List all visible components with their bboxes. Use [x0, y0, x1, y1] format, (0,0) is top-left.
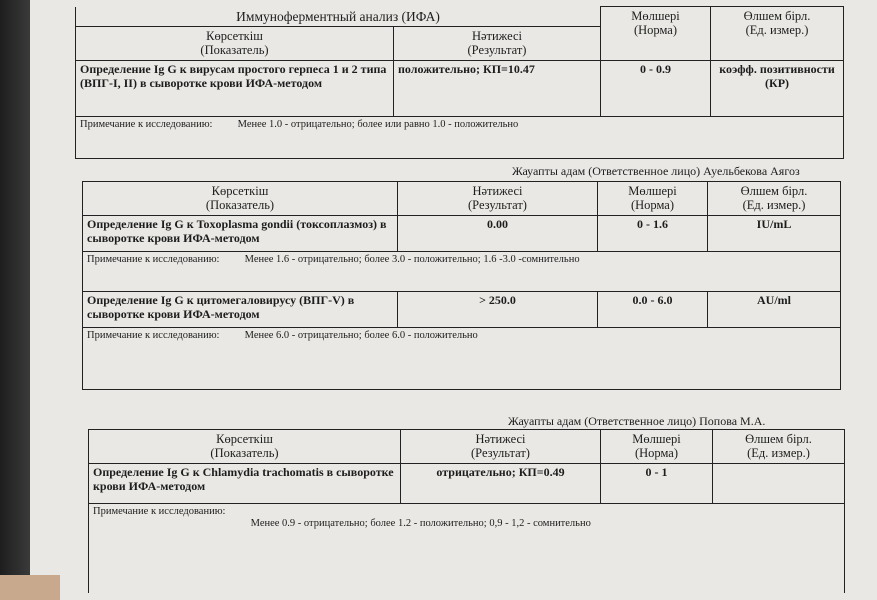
test-name: Определение Ig G к Chlamydia trachomatis в сыворотке крови ИФА-методом: [89, 463, 401, 503]
note-text: Менее 1.6 - отрицательно; более 3.0 - положительно; 1.6 -3.0 -сомнительно: [244, 253, 580, 265]
note-row: [83, 327, 841, 389]
note-label: Примечание к исследованию:: [87, 329, 220, 341]
test-norm: 0.0 - 6.0: [598, 291, 708, 327]
header-indicator: Көрсеткіш (Показатель): [83, 182, 398, 216]
header-unit: Өлшем бірл. (Ед. измер.): [708, 182, 841, 216]
test-result: положительно; КП=10.47: [394, 60, 601, 116]
table-section-2: [82, 181, 841, 390]
test-unit: [713, 463, 845, 503]
header-indicator: Көрсеткіш (Показатель): [89, 430, 401, 464]
background-edge: [0, 0, 30, 600]
note-text: Менее 1.0 - отрицательно; более или равно 1.0 - положительно: [237, 118, 519, 130]
table-section-3: [88, 429, 845, 593]
responsible-person: Жауапты адам (Ответственное лицо) Попова М.А.: [508, 414, 766, 428]
header-result: Нәтижесі (Результат): [398, 182, 598, 216]
header-result: Нәтижесі (Результат): [394, 27, 601, 61]
note-row: [89, 503, 845, 593]
header-unit: Өлшем бірл. (Ед. измер.): [711, 7, 844, 61]
test-name: Определение Ig G к цитомегаловирусу (ВПГ-V) в сыворотке крови ИФА-методом: [83, 291, 398, 327]
header-norm: Мөлшері (Норма): [601, 7, 711, 61]
test-norm: 0 - 1.6: [598, 215, 708, 251]
table-section-1: [75, 6, 844, 159]
test-norm: 0 - 0.9: [601, 60, 711, 116]
test-result: отрицательно; КП=0.49: [401, 463, 601, 503]
responsible-person: Жауапты адам (Ответственное лицо) Ауельбекова Аягоз: [512, 164, 800, 178]
note-text: Менее 6.0 - отрицательно; более 6.0 - положительно: [244, 329, 478, 341]
note-row: [83, 251, 841, 291]
note-label: Примечание к исследованию:: [80, 118, 213, 130]
header-indicator: Көрсеткіш (Показатель): [76, 27, 394, 61]
header-unit: Өлшем бірл. (Ед. измер.): [713, 430, 845, 464]
note-label: Примечание к исследованию:: [87, 253, 220, 265]
note-label: Примечание к исследованию:: [93, 505, 226, 517]
section-title: Иммуноферментный анализ (ИФА): [76, 7, 601, 27]
header-norm: Мөлшері (Норма): [601, 430, 713, 464]
header-norm: Мөлшері (Норма): [598, 182, 708, 216]
note-row: [76, 116, 844, 158]
background-corner: [0, 575, 60, 600]
note-text: Менее 0.9 - отрицательно; более 1.2 - положительно; 0,9 - 1,2 - сомнительно: [250, 517, 591, 529]
test-unit: IU/mL: [708, 215, 841, 251]
test-name: Определение Ig G к вирусам простого герпеса 1 и 2 типа (ВПГ-I, II) в сыворотке крови ИФА-методом: [76, 60, 394, 116]
test-name: Определение Ig G к Toxoplasma gondii (токсоплазмоз) в сыворотке крови ИФА-методом: [83, 215, 398, 251]
test-unit: коэфф. позитивности (КР): [711, 60, 844, 116]
header-result: Нәтижесі (Результат): [401, 430, 601, 464]
test-unit: AU/ml: [708, 291, 841, 327]
test-result: > 250.0: [398, 291, 598, 327]
test-norm: 0 - 1: [601, 463, 713, 503]
test-result: 0.00: [398, 215, 598, 251]
